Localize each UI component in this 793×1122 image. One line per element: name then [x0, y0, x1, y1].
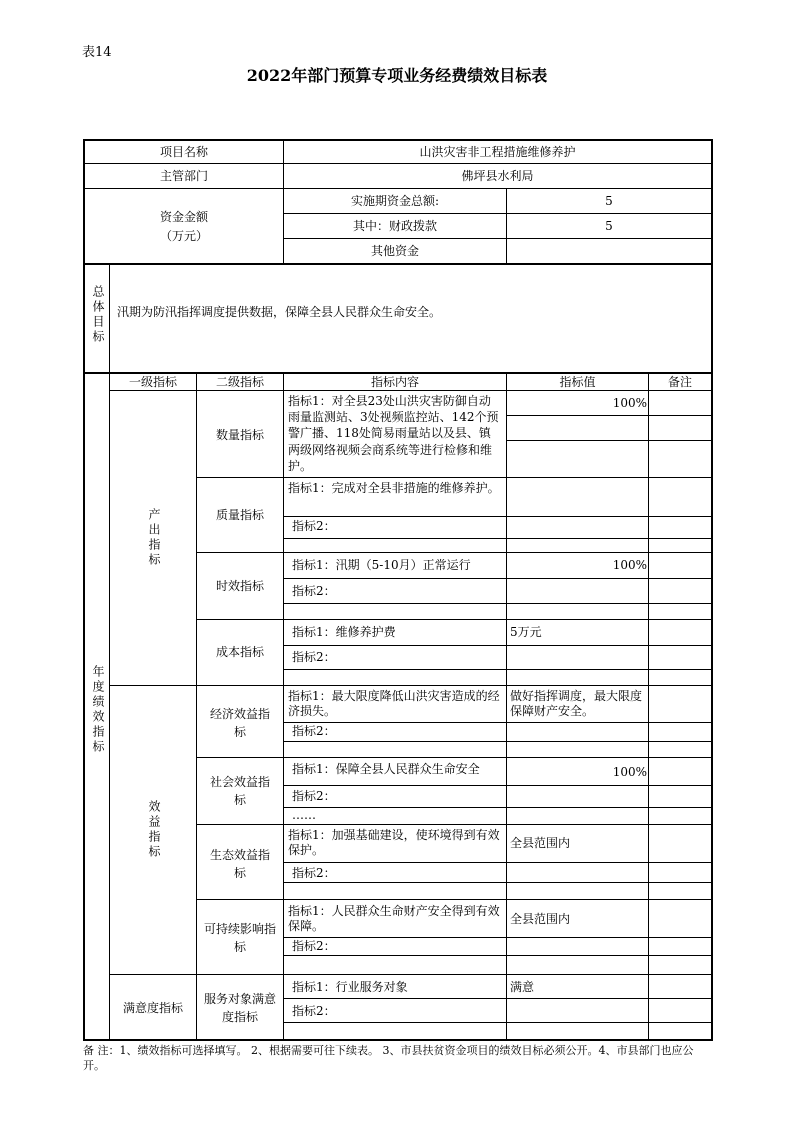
ecological-item-2: 指标2：	[292, 866, 336, 880]
cost-item-1: 指标1：维修养护费	[292, 625, 396, 639]
total-funds-label: 实施期资金总额:	[350, 194, 440, 208]
service-item-2: 指标2：	[292, 1004, 336, 1018]
fund-unit-label: （万元）	[159, 229, 208, 243]
quantity-value-1: 100%	[612, 396, 647, 410]
overall-goal-text: 汛期为防汛指挥调度提供数据，保障全县人民群众生命安全。	[117, 305, 442, 319]
fiscal-funds-label: 其中：财政拨款	[352, 219, 437, 233]
department-label: 主管部门	[159, 169, 208, 183]
economic-item-2: 指标2：	[292, 724, 336, 738]
quality-item-2: 指标2：	[292, 519, 336, 533]
service-satisfaction-label: 服务对象满意度指标	[203, 992, 276, 1024]
economic-item-1: 指标1：最大限度降低山洪灾害造成的经济损失。	[288, 689, 500, 718]
sustainable-item-1: 指标1：人民群众生命财产安全得到有效保障。	[288, 904, 500, 933]
timeliness-item-1: 指标1：汛期（5-10月）正常运行	[292, 558, 471, 572]
ecological-indicator-label: 生态效益指标	[209, 848, 270, 880]
cost-indicator-label: 成本指标	[215, 645, 264, 659]
cost-item-2: 指标2：	[292, 650, 336, 664]
header-remark: 备注	[667, 375, 692, 389]
sustainable-item-2: 指标2：	[292, 939, 336, 953]
fund-amount-label: 资金金额	[159, 210, 208, 224]
overall-goal-label: 总体目标	[91, 285, 105, 345]
cost-value-1: 5万元	[510, 625, 542, 639]
annual-indicators-label: 年度绩效指标	[91, 665, 105, 755]
sustainable-value-1: 全县范围内	[510, 912, 571, 926]
social-item-2: 指标2：	[292, 789, 336, 803]
quality-item-1: 指标1：完成对全县非措施的维修养护。	[288, 481, 500, 495]
output-indicators-label: 产出指标	[147, 508, 161, 568]
page-title: 2022年部门预算专项业务经费绩效目标表	[246, 66, 548, 85]
economic-indicator-label: 经济效益指标	[209, 707, 270, 739]
department-value: 佛坪县水利局	[461, 169, 534, 183]
header-level2: 二级指标	[215, 375, 264, 389]
quality-indicator-label: 质量指标	[215, 508, 264, 522]
quantity-item-1: 指标1：对全县23处山洪灾害防御自动雨量监测站、3处视频监控站、142个预警广播、118处简易雨量站以及县、镇两级网络视频会商系统等进行检修和维护。	[288, 394, 499, 473]
benefit-indicators-label: 效益指标	[147, 800, 161, 860]
footnote: 备 注：1、绩效指标可选择填写。 2、根据需要可往下续表。 3、市县扶贫资金项目的绩效目标必须公开。4、市县部门也应公开。	[83, 1044, 694, 1072]
ecological-value-1: 全县范围内	[510, 836, 571, 850]
project-name-label: 项目名称	[159, 145, 208, 159]
social-item-3: ……	[292, 808, 316, 822]
header-value: 指标值	[559, 375, 596, 389]
quantity-indicator-label: 数量指标	[215, 428, 264, 442]
timeliness-item-2: 指标2：	[292, 584, 336, 598]
ecological-item-1: 指标1：加强基础建设，使环境得到有效保护。	[288, 828, 500, 857]
fiscal-funds-value: 5	[605, 219, 613, 233]
header-content: 指标内容	[370, 375, 419, 389]
timeliness-indicator-label: 时效指标	[215, 579, 264, 593]
total-funds-value: 5	[605, 194, 613, 208]
project-name-value: 山洪灾害非工程措施维修养护	[419, 145, 576, 159]
sustainable-indicator-label: 可持续影响指标	[203, 922, 276, 954]
service-item-1: 指标1：行业服务对象	[292, 980, 408, 994]
social-item-1: 指标1：保障全县人民群众生命安全	[292, 762, 480, 776]
satisfaction-indicators-label: 满意度指标	[122, 1001, 183, 1015]
header-level1: 一级指标	[128, 375, 177, 389]
service-value-1: 满意	[510, 980, 535, 994]
economic-value-1: 做好指挥调度，最大限度保障财产安全。	[510, 689, 643, 718]
timeliness-value-1: 100%	[612, 558, 647, 572]
social-indicator-label: 社会效益指标	[209, 775, 270, 807]
other-funds-label: 其他资金	[370, 244, 419, 258]
table-number-label: 表14	[82, 45, 112, 60]
social-value-1: 100%	[612, 765, 647, 779]
